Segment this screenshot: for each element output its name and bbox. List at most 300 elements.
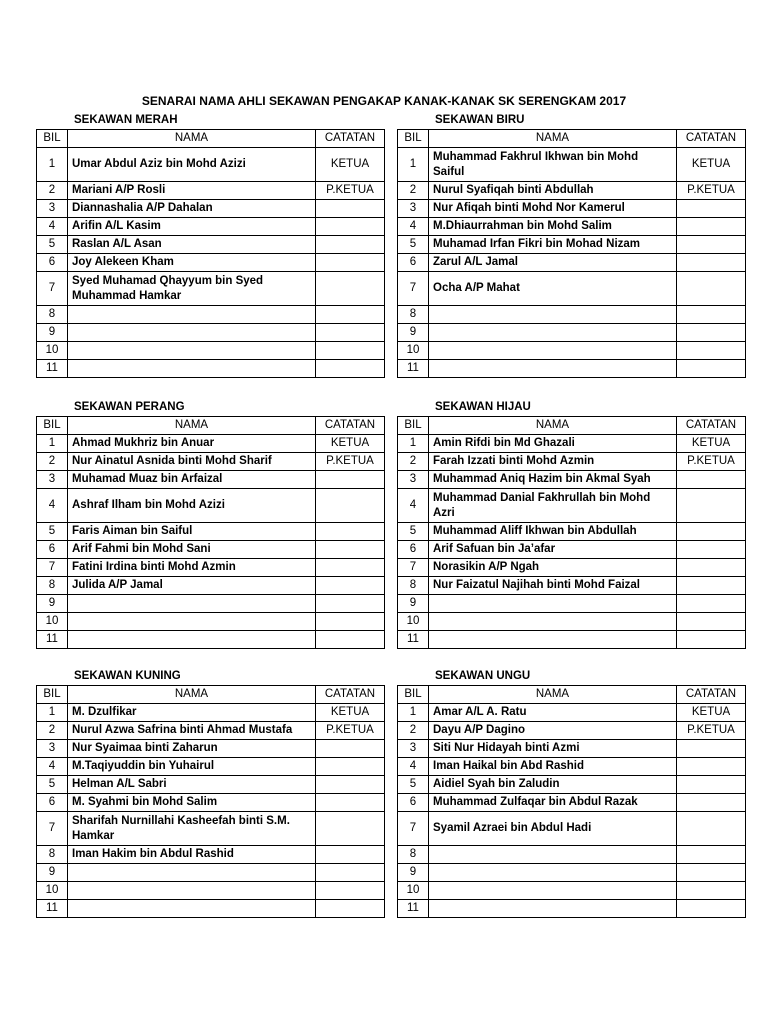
cell-catatan bbox=[316, 794, 385, 812]
cell-nama: Muhammad Danial Fakhrullah bin Mohd Azri bbox=[429, 489, 677, 523]
document-title: SENARAI NAMA AHLI SEKAWAN PENGAKAP KANAK-KANAK SK SERENGKAM 2017 bbox=[141, 94, 627, 108]
cell-nama: Faris Aiman bin Saiful bbox=[68, 523, 316, 541]
header-nama: NAMA bbox=[429, 130, 677, 148]
table-row bbox=[37, 812, 385, 846]
cell-bil: 1 bbox=[37, 148, 68, 182]
table-header-row bbox=[398, 130, 746, 148]
table-row bbox=[37, 794, 385, 812]
cell-catatan bbox=[677, 740, 746, 758]
cell-bil: 3 bbox=[37, 200, 68, 218]
table-header-row bbox=[37, 686, 385, 704]
cell-catatan bbox=[677, 218, 746, 236]
cell-bil: 9 bbox=[398, 595, 429, 613]
cell-nama: Muhammad Aniq Hazim bin Akmal Syah bbox=[429, 471, 677, 489]
cell-bil: 4 bbox=[37, 758, 68, 776]
cell-catatan bbox=[677, 541, 746, 559]
cell-bil: 7 bbox=[37, 559, 68, 577]
cell-bil: 6 bbox=[398, 254, 429, 272]
table-row bbox=[37, 541, 385, 559]
cell-nama: Iman Hakim bin Abdul Rashid bbox=[68, 846, 316, 864]
cell-bil: 7 bbox=[398, 559, 429, 577]
cell-nama bbox=[68, 595, 316, 613]
cell-catatan bbox=[677, 471, 746, 489]
table-row bbox=[398, 595, 746, 613]
cell-bil: 4 bbox=[37, 218, 68, 236]
cell-bil: 10 bbox=[398, 882, 429, 900]
cell-nama: Muhamad Irfan Fikri bin Mohad Nizam bbox=[429, 236, 677, 254]
table-row bbox=[37, 148, 385, 182]
table-row bbox=[398, 864, 746, 882]
table-row bbox=[398, 577, 746, 595]
cell-catatan bbox=[677, 489, 746, 523]
cell-catatan bbox=[316, 324, 385, 342]
cell-nama: Norasikin A/P Ngah bbox=[429, 559, 677, 577]
cell-nama: Raslan A/L Asan bbox=[68, 236, 316, 254]
cell-bil: 2 bbox=[398, 182, 429, 200]
section-kuning bbox=[36, 668, 384, 918]
cell-nama bbox=[429, 613, 677, 631]
table-row bbox=[37, 846, 385, 864]
cell-catatan: KETUA bbox=[316, 148, 385, 182]
section-ungu bbox=[397, 668, 745, 918]
table-row bbox=[398, 435, 746, 453]
table-row bbox=[398, 722, 746, 740]
table-row bbox=[37, 360, 385, 378]
table-row bbox=[398, 272, 746, 306]
cell-catatan bbox=[316, 471, 385, 489]
cell-nama: M.Dhiaurrahman bin Mohd Salim bbox=[429, 218, 677, 236]
table-row bbox=[398, 360, 746, 378]
cell-bil: 7 bbox=[398, 812, 429, 846]
cell-catatan bbox=[677, 794, 746, 812]
table-row bbox=[37, 864, 385, 882]
cell-bil: 5 bbox=[37, 236, 68, 254]
cell-nama bbox=[429, 864, 677, 882]
cell-bil: 10 bbox=[398, 613, 429, 631]
table-row bbox=[37, 272, 385, 306]
cell-nama bbox=[429, 631, 677, 649]
table-row bbox=[37, 324, 385, 342]
cell-catatan bbox=[677, 324, 746, 342]
cell-nama: Muhammad Zulfaqar bin Abdul Razak bbox=[429, 794, 677, 812]
cell-nama: Ocha A/P Mahat bbox=[429, 272, 677, 306]
cell-catatan bbox=[677, 577, 746, 595]
cell-catatan bbox=[316, 200, 385, 218]
cell-catatan bbox=[677, 559, 746, 577]
cell-bil: 11 bbox=[398, 360, 429, 378]
cell-catatan bbox=[677, 254, 746, 272]
cell-bil: 3 bbox=[37, 471, 68, 489]
cell-bil: 8 bbox=[398, 577, 429, 595]
cell-catatan bbox=[316, 489, 385, 523]
cell-catatan bbox=[677, 272, 746, 306]
cell-catatan bbox=[677, 900, 746, 918]
header-nama: NAMA bbox=[68, 686, 316, 704]
table-row bbox=[37, 471, 385, 489]
table-row bbox=[37, 776, 385, 794]
section-hijau bbox=[397, 399, 745, 649]
table-row bbox=[37, 435, 385, 453]
header-bil: BIL bbox=[398, 130, 429, 148]
cell-catatan bbox=[677, 523, 746, 541]
table-header-row bbox=[398, 686, 746, 704]
header-catatan: CATATAN bbox=[677, 130, 746, 148]
cell-bil: 3 bbox=[398, 200, 429, 218]
table-row bbox=[398, 254, 746, 272]
cell-catatan bbox=[316, 631, 385, 649]
table-row bbox=[398, 200, 746, 218]
roster-table bbox=[36, 685, 385, 918]
cell-catatan bbox=[677, 864, 746, 882]
cell-bil: 7 bbox=[398, 272, 429, 306]
cell-nama bbox=[68, 613, 316, 631]
section-title: SEKAWAN BIRU bbox=[435, 114, 525, 126]
cell-nama: Arif Safuan bin Ja’afar bbox=[429, 541, 677, 559]
cell-catatan: P.KETUA bbox=[316, 722, 385, 740]
cell-bil: 2 bbox=[398, 453, 429, 471]
cell-bil: 8 bbox=[37, 306, 68, 324]
cell-bil: 10 bbox=[398, 342, 429, 360]
cell-bil: 1 bbox=[398, 704, 429, 722]
cell-catatan bbox=[677, 758, 746, 776]
cell-nama bbox=[68, 631, 316, 649]
roster-table bbox=[36, 129, 385, 378]
table-row bbox=[398, 342, 746, 360]
cell-catatan bbox=[677, 846, 746, 864]
section-perang bbox=[36, 399, 384, 649]
roster-table bbox=[36, 416, 385, 649]
header-nama: NAMA bbox=[429, 417, 677, 435]
cell-catatan bbox=[316, 254, 385, 272]
cell-nama bbox=[429, 360, 677, 378]
table-row bbox=[37, 704, 385, 722]
cell-nama: Ahmad Mukhriz bin Anuar bbox=[68, 435, 316, 453]
cell-catatan bbox=[316, 812, 385, 846]
cell-catatan bbox=[677, 631, 746, 649]
cell-bil: 11 bbox=[398, 631, 429, 649]
cell-catatan bbox=[316, 882, 385, 900]
cell-nama: Siti Nur Hidayah binti Azmi bbox=[429, 740, 677, 758]
cell-nama: Nur Ainatul Asnida binti Mohd Sharif bbox=[68, 453, 316, 471]
cell-catatan bbox=[677, 613, 746, 631]
cell-nama: M. Dzulfikar bbox=[68, 704, 316, 722]
table-row bbox=[398, 758, 746, 776]
table-row bbox=[398, 631, 746, 649]
cell-bil: 10 bbox=[37, 613, 68, 631]
cell-bil: 2 bbox=[398, 722, 429, 740]
table-row bbox=[37, 758, 385, 776]
cell-catatan bbox=[316, 846, 385, 864]
table-row bbox=[398, 148, 746, 182]
cell-catatan bbox=[316, 740, 385, 758]
cell-bil: 8 bbox=[37, 577, 68, 595]
cell-bil: 9 bbox=[37, 324, 68, 342]
cell-nama: Joy Alekeen Kham bbox=[68, 254, 316, 272]
table-row bbox=[37, 218, 385, 236]
cell-nama: Amin Rifdi bin Md Ghazali bbox=[429, 435, 677, 453]
table-row bbox=[398, 740, 746, 758]
cell-nama: Julida A/P Jamal bbox=[68, 577, 316, 595]
header-bil: BIL bbox=[37, 417, 68, 435]
roster-table bbox=[397, 685, 746, 918]
table-row bbox=[37, 200, 385, 218]
table-row bbox=[398, 613, 746, 631]
cell-nama: M. Syahmi bin Mohd Salim bbox=[68, 794, 316, 812]
cell-bil: 5 bbox=[37, 523, 68, 541]
cell-bil: 4 bbox=[398, 489, 429, 523]
cell-nama: Ashraf Ilham bin Mohd Azizi bbox=[68, 489, 316, 523]
cell-nama bbox=[68, 342, 316, 360]
cell-catatan bbox=[316, 577, 385, 595]
section-title: SEKAWAN PERANG bbox=[74, 401, 185, 413]
cell-bil: 1 bbox=[37, 435, 68, 453]
cell-nama: Nur Faizatul Najihah binti Mohd Faizal bbox=[429, 577, 677, 595]
cell-nama: Muhammad Aliff Ikhwan bin Abdullah bbox=[429, 523, 677, 541]
table-row bbox=[37, 342, 385, 360]
cell-nama: Muhamad Muaz bin Arfaizal bbox=[68, 471, 316, 489]
table-header-row bbox=[398, 417, 746, 435]
table-row bbox=[37, 595, 385, 613]
cell-nama: Arifin A/L Kasim bbox=[68, 218, 316, 236]
cell-nama: Helman A/L Sabri bbox=[68, 776, 316, 794]
cell-bil: 3 bbox=[37, 740, 68, 758]
cell-catatan: KETUA bbox=[677, 704, 746, 722]
cell-nama: Dayu A/P Dagino bbox=[429, 722, 677, 740]
cell-nama bbox=[429, 882, 677, 900]
cell-catatan bbox=[316, 236, 385, 254]
cell-nama: Nurul Azwa Safrina binti Ahmad Mustafa bbox=[68, 722, 316, 740]
table-row bbox=[37, 613, 385, 631]
cell-bil: 6 bbox=[398, 794, 429, 812]
header-catatan: CATATAN bbox=[316, 686, 385, 704]
table-row bbox=[398, 236, 746, 254]
cell-catatan bbox=[316, 218, 385, 236]
cell-catatan bbox=[677, 236, 746, 254]
table-row bbox=[398, 489, 746, 523]
cell-nama bbox=[68, 306, 316, 324]
section-title: SEKAWAN HIJAU bbox=[435, 401, 531, 413]
cell-bil: 11 bbox=[398, 900, 429, 918]
cell-nama: Diannashalia A/P Dahalan bbox=[68, 200, 316, 218]
cell-bil: 4 bbox=[398, 758, 429, 776]
table-row bbox=[398, 324, 746, 342]
table-row bbox=[398, 794, 746, 812]
cell-bil: 7 bbox=[37, 272, 68, 306]
header-nama: NAMA bbox=[68, 417, 316, 435]
cell-catatan: KETUA bbox=[316, 435, 385, 453]
cell-bil: 6 bbox=[37, 254, 68, 272]
cell-nama: Nur Afiqah binti Mohd Nor Kamerul bbox=[429, 200, 677, 218]
cell-catatan: P.KETUA bbox=[316, 453, 385, 471]
cell-bil: 11 bbox=[37, 900, 68, 918]
header-catatan: CATATAN bbox=[677, 686, 746, 704]
cell-catatan bbox=[677, 882, 746, 900]
cell-catatan bbox=[316, 900, 385, 918]
cell-nama: Farah Izzati binti Mohd Azmin bbox=[429, 453, 677, 471]
cell-catatan bbox=[316, 306, 385, 324]
table-row bbox=[37, 900, 385, 918]
table-row bbox=[398, 541, 746, 559]
table-header-row bbox=[37, 130, 385, 148]
cell-bil: 4 bbox=[398, 218, 429, 236]
cell-nama: Aidiel Syah bin Zaludin bbox=[429, 776, 677, 794]
table-row bbox=[37, 523, 385, 541]
cell-nama bbox=[429, 846, 677, 864]
cell-catatan bbox=[677, 306, 746, 324]
cell-nama: Nur Syaimaa binti Zaharun bbox=[68, 740, 316, 758]
cell-catatan: P.KETUA bbox=[316, 182, 385, 200]
cell-bil: 4 bbox=[37, 489, 68, 523]
header-bil: BIL bbox=[37, 686, 68, 704]
cell-bil: 1 bbox=[37, 704, 68, 722]
cell-catatan bbox=[316, 360, 385, 378]
cell-catatan bbox=[316, 272, 385, 306]
cell-catatan: P.KETUA bbox=[677, 182, 746, 200]
cell-catatan bbox=[677, 200, 746, 218]
cell-nama: Amar A/L A. Ratu bbox=[429, 704, 677, 722]
cell-nama: Syamil Azraei bin Abdul Hadi bbox=[429, 812, 677, 846]
cell-nama bbox=[68, 324, 316, 342]
table-row bbox=[37, 236, 385, 254]
cell-nama bbox=[429, 324, 677, 342]
header-bil: BIL bbox=[37, 130, 68, 148]
cell-bil: 6 bbox=[398, 541, 429, 559]
cell-catatan: P.KETUA bbox=[677, 722, 746, 740]
table-row bbox=[398, 900, 746, 918]
section-title: SEKAWAN UNGU bbox=[435, 670, 531, 682]
cell-nama: Syed Muhamad Qhayyum bin Syed Muhammad Hamkar bbox=[68, 272, 316, 306]
table-row bbox=[37, 577, 385, 595]
table-row bbox=[37, 631, 385, 649]
cell-nama: M.Taqiyuddin bin Yuhairul bbox=[68, 758, 316, 776]
section-merah bbox=[36, 112, 384, 378]
cell-bil: 5 bbox=[398, 236, 429, 254]
cell-catatan: KETUA bbox=[677, 435, 746, 453]
cell-bil: 11 bbox=[37, 360, 68, 378]
cell-bil: 2 bbox=[37, 453, 68, 471]
cell-catatan bbox=[316, 559, 385, 577]
cell-bil: 9 bbox=[398, 864, 429, 882]
cell-bil: 2 bbox=[37, 722, 68, 740]
cell-nama bbox=[68, 864, 316, 882]
cell-catatan bbox=[677, 776, 746, 794]
cell-nama: Umar Abdul Aziz bin Mohd Azizi bbox=[68, 148, 316, 182]
cell-bil: 3 bbox=[398, 740, 429, 758]
cell-nama bbox=[429, 900, 677, 918]
cell-nama: Muhammad Fakhrul Ikhwan bin Mohd Saiful bbox=[429, 148, 677, 182]
table-row bbox=[398, 704, 746, 722]
cell-bil: 11 bbox=[37, 631, 68, 649]
cell-nama bbox=[68, 360, 316, 378]
table-row bbox=[37, 306, 385, 324]
cell-bil: 1 bbox=[398, 435, 429, 453]
cell-catatan bbox=[316, 342, 385, 360]
header-catatan: CATATAN bbox=[316, 417, 385, 435]
table-row bbox=[398, 559, 746, 577]
cell-catatan bbox=[677, 812, 746, 846]
cell-bil: 9 bbox=[398, 324, 429, 342]
cell-nama: Nurul Syafiqah binti Abdullah bbox=[429, 182, 677, 200]
table-row bbox=[37, 722, 385, 740]
roster-table bbox=[397, 416, 746, 649]
cell-bil: 7 bbox=[37, 812, 68, 846]
cell-catatan bbox=[677, 360, 746, 378]
table-row bbox=[398, 453, 746, 471]
cell-nama bbox=[429, 306, 677, 324]
header-catatan: CATATAN bbox=[677, 417, 746, 435]
table-header-row bbox=[37, 417, 385, 435]
table-row bbox=[37, 740, 385, 758]
cell-catatan bbox=[316, 595, 385, 613]
table-row bbox=[398, 882, 746, 900]
header-nama: NAMA bbox=[429, 686, 677, 704]
cell-nama: Sharifah Nurnillahi Kasheefah binti S.M. Hamkar bbox=[68, 812, 316, 846]
cell-catatan: P.KETUA bbox=[677, 453, 746, 471]
table-row bbox=[398, 471, 746, 489]
cell-nama: Mariani A/P Rosli bbox=[68, 182, 316, 200]
cell-nama: Iman Haikal bin Abd Rashid bbox=[429, 758, 677, 776]
cell-bil: 10 bbox=[37, 882, 68, 900]
cell-catatan: KETUA bbox=[677, 148, 746, 182]
cell-bil: 1 bbox=[398, 148, 429, 182]
header-bil: BIL bbox=[398, 686, 429, 704]
cell-bil: 5 bbox=[398, 776, 429, 794]
table-row bbox=[37, 182, 385, 200]
cell-nama bbox=[429, 595, 677, 613]
cell-nama bbox=[68, 882, 316, 900]
cell-bil: 8 bbox=[398, 306, 429, 324]
table-row bbox=[37, 882, 385, 900]
table-row bbox=[398, 776, 746, 794]
cell-catatan bbox=[316, 523, 385, 541]
cell-nama bbox=[429, 342, 677, 360]
cell-catatan bbox=[677, 595, 746, 613]
header-bil: BIL bbox=[398, 417, 429, 435]
table-row bbox=[398, 812, 746, 846]
table-row bbox=[398, 182, 746, 200]
roster-table bbox=[397, 129, 746, 378]
section-title: SEKAWAN MERAH bbox=[74, 114, 178, 126]
table-row bbox=[37, 489, 385, 523]
cell-catatan bbox=[316, 864, 385, 882]
header-nama: NAMA bbox=[68, 130, 316, 148]
cell-bil: 8 bbox=[398, 846, 429, 864]
section-biru bbox=[397, 112, 745, 378]
cell-catatan bbox=[316, 541, 385, 559]
table-row bbox=[37, 453, 385, 471]
cell-nama bbox=[68, 900, 316, 918]
cell-bil: 9 bbox=[37, 595, 68, 613]
cell-nama: Zarul A/L Jamal bbox=[429, 254, 677, 272]
table-row bbox=[37, 254, 385, 272]
cell-bil: 6 bbox=[37, 794, 68, 812]
cell-bil: 6 bbox=[37, 541, 68, 559]
cell-bil: 10 bbox=[37, 342, 68, 360]
table-row bbox=[398, 306, 746, 324]
table-row bbox=[398, 218, 746, 236]
table-row bbox=[37, 559, 385, 577]
table-row bbox=[398, 846, 746, 864]
cell-catatan bbox=[677, 342, 746, 360]
table-row bbox=[398, 523, 746, 541]
cell-bil: 8 bbox=[37, 846, 68, 864]
cell-catatan bbox=[316, 776, 385, 794]
cell-nama: Arif Fahmi bin Mohd Sani bbox=[68, 541, 316, 559]
cell-bil: 2 bbox=[37, 182, 68, 200]
header-catatan: CATATAN bbox=[316, 130, 385, 148]
cell-nama: Fatini Irdina binti Mohd Azmin bbox=[68, 559, 316, 577]
section-title: SEKAWAN KUNING bbox=[74, 670, 181, 682]
